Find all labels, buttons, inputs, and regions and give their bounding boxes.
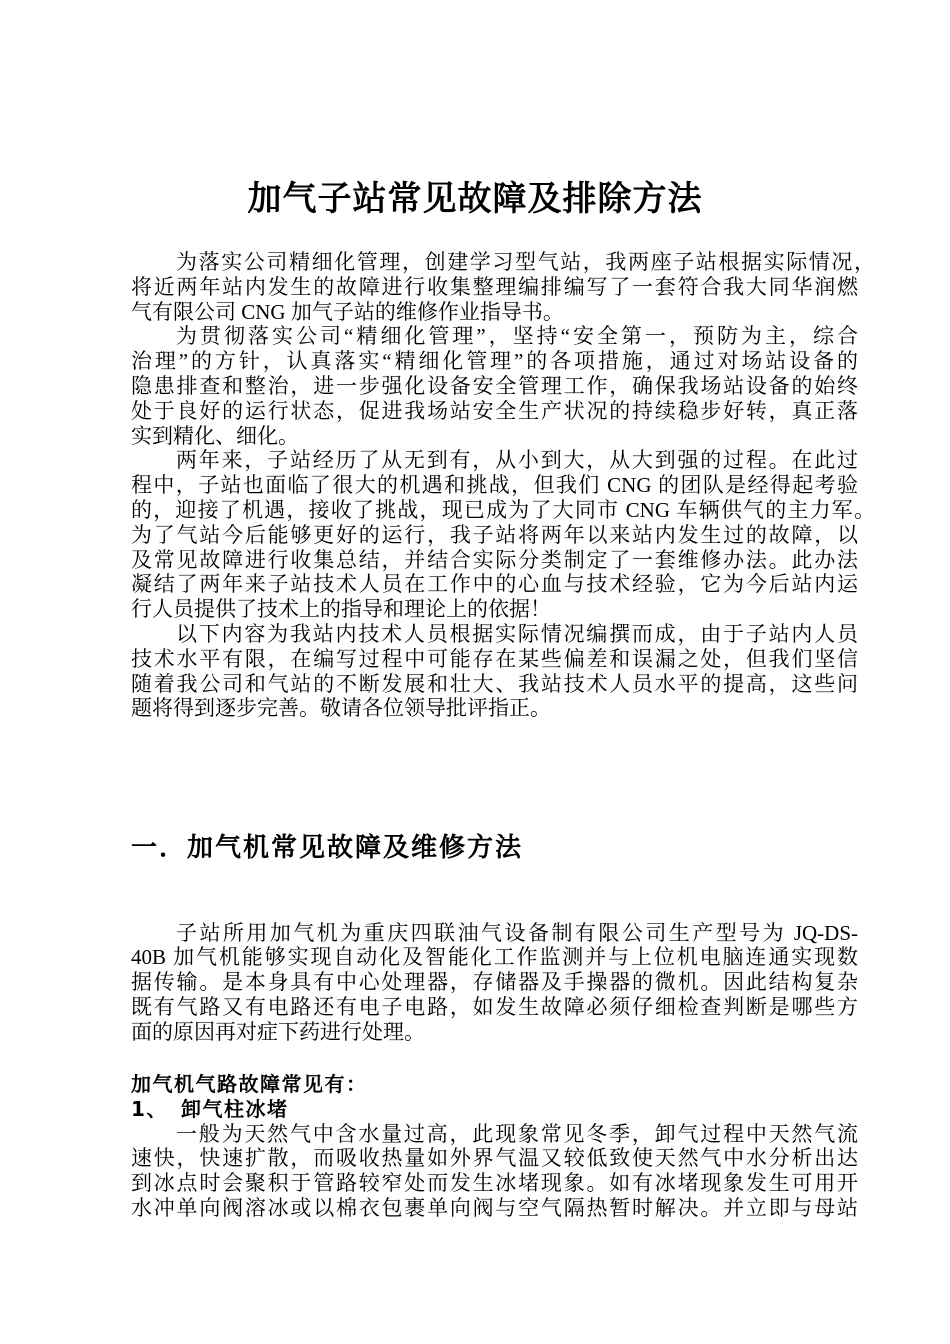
paragraph-line: 既有气路又有电路还有电子电路，如发生故障必须仔细检查判断是哪些方	[131, 994, 858, 1019]
paragraph-line: 面的原因再对症下药进行处理。	[131, 1019, 425, 1044]
paragraph-line: 到冰点时会聚积于管路较窄处而发生冰堵现象。如有冰堵现象发生可用开	[131, 1171, 858, 1196]
intro-paragraph-4	[131, 622, 891, 721]
paragraph-line: 为贯彻落实公司“精细化管理”，坚持“安全第一，预防为主，综合	[176, 324, 858, 349]
section-overview-paragraph	[131, 921, 891, 1045]
fault-list-subheading: 加气机气路故障常见有：	[131, 1072, 368, 1096]
paragraph-line: 为落实公司精细化管理，创建学习型气站，我两座子站根据实际情况，	[176, 250, 875, 274]
paragraph-line: 气有限公司 CNG 加气子站的维修作业指导书。	[131, 299, 564, 324]
paragraph-line: 处于良好的运行状态，促进我场站安全生产状况的持续稳步好转，真正落	[131, 398, 858, 423]
paragraph-line: 两年来，子站经历了从无到有，从小到大，从大到强的过程。在此过	[176, 448, 858, 473]
paragraph-line: 子站所用加气机为重庆四联油气设备制有限公司生产型号为 JQ-DS-	[176, 920, 858, 945]
fault-list	[131, 1072, 891, 1221]
paragraph-line: 技术水平有限，在编写过程中可能存在某些偏差和误漏之处，但我们坚信	[131, 646, 858, 671]
fault-item-heading	[131, 1097, 891, 1122]
paragraph-line: 行人员提供了技术上的指导和理论上的依据！	[131, 597, 551, 622]
intro-paragraph-1	[131, 250, 891, 324]
paragraph-line: 速快，快速扩散，而吸收热量如外界气温又较低致使天然气中水分析出达	[131, 1146, 858, 1171]
paragraph-line: 凝结了两年来子站技术人员在工作中的心血与技术经验，它为今后站内运	[131, 572, 858, 597]
paragraph-line: 隐患排查和整治，进一步强化设备安全管理工作，确保我场站设备的始终	[131, 373, 858, 398]
paragraph-line: 水冲单向阀溶冰或以棉衣包裹单向阀与空气隔热暂时解决。并立即与母站	[131, 1195, 858, 1220]
paragraph-line: 随着我公司和气站的不断发展和壮大、我站技术人员水平的提高，这些问	[131, 671, 858, 696]
fault-item-number: 1、	[131, 1096, 168, 1121]
paragraph-line: 一般为天然气中含水量过高，此现象常见冬季，卸气过程中天然气流	[176, 1121, 858, 1146]
document-title: 加气子站常见故障及排除方法	[247, 181, 703, 218]
intro-section	[131, 250, 891, 721]
paragraph-line: 以下内容为我站内技术人员根据实际情况编撰而成，由于子站内人员	[176, 621, 858, 646]
intro-paragraph-3	[131, 448, 891, 622]
paragraph-line: 及常见故障进行收集总结，并结合实际分类制定了一套维修办法。此办法	[131, 547, 858, 572]
paragraph-line: 治理”的方针，认真落实“精细化管理”的各项措施，通过对场站设备的	[131, 349, 858, 374]
paragraph-line: 实到精化、细化。	[131, 423, 299, 448]
section-heading: 一．加气机常见故障及维修方法	[131, 833, 524, 863]
paragraph-line: 据传输。是本身具有中心处理器，存储器及手操器的微机。因此结构复杂	[131, 970, 858, 995]
intro-paragraph-2	[131, 324, 891, 448]
paragraph-line: 的，迎接了机遇，接收了挑战，现已成为了大同市 CNG 车辆供气的主力军。	[131, 497, 875, 522]
paragraph-line: 40B 加气机能够实现自动化及智能化工作监测并与上位机电脑连通实现数	[131, 945, 858, 970]
paragraph-line: 题将得到逐步完善。敬请各位领导批评指正。	[131, 696, 551, 721]
paragraph-line: 程中，子站也面临了很大的机遇和挑战，但我们 CNG 的团队是经得起考验	[131, 473, 858, 498]
fault-item-title: 卸气柱冰堵	[181, 1096, 289, 1121]
paragraph-line: 为了气站今后能够更好的运行，我子站将两年以来站内发生过的故障，以	[131, 522, 858, 547]
paragraph-line: 将近两年站内发生的故障进行收集整理编排编写了一套符合我大同华润燃	[131, 274, 858, 299]
fault-item-description	[131, 1122, 891, 1221]
